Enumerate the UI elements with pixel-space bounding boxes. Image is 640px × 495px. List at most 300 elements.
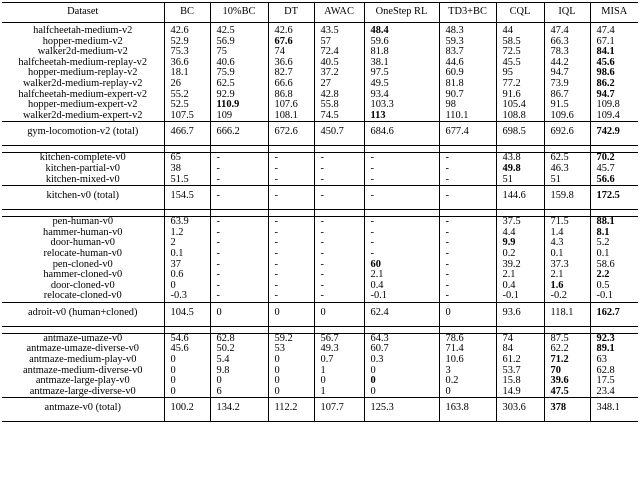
score-cell: - (314, 164, 364, 175)
dataset-name: gym-locomotion-v2 (total) (2, 122, 164, 146)
dataset-name: walker2d-medium-replay-v2 (23, 77, 143, 89)
score-cell: 78.6 (439, 333, 496, 344)
dataset-name: walker2d-medium-expert-v2 (23, 109, 143, 121)
score-cell: 108.1 (268, 111, 314, 122)
score-cell: 62.4 (364, 302, 439, 326)
score-cell: 17.5 (590, 376, 638, 387)
score-cell: 94.7 (544, 68, 590, 79)
score-cell: 86.2 (590, 79, 638, 90)
score-cell: - (364, 164, 439, 175)
score-cell: 45.5 (496, 58, 544, 69)
score-cell: - (314, 228, 364, 239)
score-cell: 0 (268, 302, 314, 326)
score-cell: 0.4 (496, 281, 544, 292)
score-cell: - (439, 175, 496, 186)
score-cell: 58.5 (496, 37, 544, 48)
score-cell: 62.8 (590, 366, 638, 377)
score-cell: 18.1 (164, 68, 210, 79)
score-cell: 26 (164, 79, 210, 90)
score-cell: 109.4 (590, 111, 638, 122)
score-cell: 49.8 (496, 164, 544, 175)
score-cell: 0 (314, 302, 364, 326)
score-cell: 57 (314, 37, 364, 48)
table-row (2, 291, 638, 302)
score-cell: 63 (590, 355, 638, 366)
score-cell: 107.6 (268, 100, 314, 111)
dataset-name: hopper-medium-replay-v2 (28, 67, 138, 79)
group-kitchen (2, 146, 638, 210)
score-cell: - (364, 217, 439, 228)
score-cell: 100.2 (164, 398, 210, 422)
score-cell: 0 (268, 387, 314, 398)
score-cell: 37 (164, 260, 210, 271)
score-cell: 49.3 (314, 344, 364, 355)
header-iql: IQL (544, 3, 590, 23)
score-cell: - (439, 260, 496, 271)
score-cell: 0.2 (496, 249, 544, 260)
score-cell: - (210, 238, 268, 249)
score-cell: 1.6 (544, 281, 590, 292)
score-cell: 110.9 (210, 100, 268, 111)
table-row (2, 23, 638, 37)
score-cell: 72.5 (496, 47, 544, 58)
score-cell: 45.7 (590, 164, 638, 175)
score-cell: 49.5 (364, 79, 439, 90)
dataset-name: hammer-human-v0 (43, 226, 123, 238)
results-table (2, 2, 638, 422)
dataset-name: halfcheetah-medium-replay-v2 (18, 56, 148, 68)
score-cell: 46.3 (544, 164, 590, 175)
group-antmaze (2, 326, 638, 422)
score-cell: 109.8 (590, 100, 638, 111)
score-cell: 97.5 (364, 68, 439, 79)
score-cell: 71.4 (439, 344, 496, 355)
score-cell: 67.6 (268, 37, 314, 48)
score-cell: 63.9 (164, 217, 210, 228)
score-cell: 51 (496, 175, 544, 186)
score-cell: 0.1 (590, 249, 638, 260)
score-cell: 78.3 (544, 47, 590, 58)
score-cell: 43.5 (314, 23, 364, 37)
score-cell: 0 (268, 376, 314, 387)
score-cell: 134.2 (210, 398, 268, 422)
score-cell: - (364, 153, 439, 164)
score-cell: - (439, 228, 496, 239)
score-cell: 81.8 (364, 47, 439, 58)
score-cell: - (210, 291, 268, 302)
score-cell: 36.6 (164, 58, 210, 69)
score-cell: 9.9 (496, 238, 544, 249)
score-cell: - (314, 217, 364, 228)
score-cell: 154.5 (164, 186, 210, 210)
score-cell: - (210, 153, 268, 164)
score-cell: 0.2 (439, 376, 496, 387)
score-cell: 81.8 (439, 79, 496, 90)
score-cell: - (314, 260, 364, 271)
score-cell: 40.6 (210, 58, 268, 69)
score-cell: 94.7 (590, 90, 638, 101)
score-cell: - (268, 217, 314, 228)
score-cell: 98.6 (590, 68, 638, 79)
score-cell: 56.9 (210, 37, 268, 48)
score-cell: - (364, 238, 439, 249)
score-cell: 53.7 (496, 366, 544, 377)
score-cell: - (314, 249, 364, 260)
score-cell: - (314, 281, 364, 292)
score-cell: - (210, 175, 268, 186)
score-cell: 1.4 (544, 228, 590, 239)
score-cell: - (268, 228, 314, 239)
score-cell: - (439, 164, 496, 175)
score-cell: 53 (268, 344, 314, 355)
score-cell: 75 (210, 47, 268, 58)
score-cell: 677.4 (439, 122, 496, 146)
dataset-name: kitchen-v0 (total) (2, 186, 164, 210)
total-row (2, 398, 638, 422)
header-onestep-rl: OneStep RL (364, 3, 439, 23)
group-gym-locomotion (2, 23, 638, 146)
score-cell: - (210, 270, 268, 281)
score-cell: - (314, 238, 364, 249)
score-cell: 61.2 (496, 355, 544, 366)
dataset-name: hammer-cloned-v0 (43, 269, 123, 281)
score-cell: 37.2 (314, 68, 364, 79)
score-cell: 0.1 (544, 249, 590, 260)
score-cell: 348.1 (590, 398, 638, 422)
score-cell: 75.9 (210, 68, 268, 79)
score-cell: 48.3 (439, 23, 496, 37)
score-cell: - (439, 186, 496, 210)
score-cell: 0.5 (590, 281, 638, 292)
score-cell: 60 (364, 260, 439, 271)
header-10pct-bc: 10%BC (210, 3, 268, 23)
score-cell: 43.8 (496, 153, 544, 164)
dataset-name: walker2d-medium-v2 (37, 46, 128, 58)
score-cell: 0 (164, 281, 210, 292)
score-cell: 110.1 (439, 111, 496, 122)
score-cell: 8.1 (590, 228, 638, 239)
score-cell: - (210, 217, 268, 228)
score-cell: 60.9 (439, 68, 496, 79)
dataset-name: antmaze-v0 (total) (2, 398, 164, 422)
score-cell: - (439, 291, 496, 302)
score-cell: 0 (210, 302, 268, 326)
score-cell: 113 (364, 111, 439, 122)
score-cell: 74 (496, 333, 544, 344)
score-cell: -0.3 (164, 291, 210, 302)
score-cell: 27 (314, 79, 364, 90)
score-cell: 0.1 (164, 249, 210, 260)
score-cell: 84.1 (590, 47, 638, 58)
total-row (2, 302, 638, 326)
score-cell: 162.7 (590, 302, 638, 326)
table-header (2, 3, 638, 23)
score-cell: 55.2 (164, 90, 210, 101)
score-cell: - (210, 249, 268, 260)
score-cell: 107.5 (164, 111, 210, 122)
score-cell: - (439, 249, 496, 260)
table-row (2, 79, 638, 90)
header-awac: AWAC (314, 3, 364, 23)
score-cell: 172.5 (590, 186, 638, 210)
dataset-name: door-cloned-v0 (50, 279, 115, 291)
score-cell: 450.7 (314, 122, 364, 146)
score-cell: 112.2 (268, 398, 314, 422)
score-cell: 67.1 (590, 37, 638, 48)
score-cell: 95 (496, 68, 544, 79)
score-cell: 86.8 (268, 90, 314, 101)
dataset-name: antmaze-large-diverse-v0 (29, 385, 136, 397)
score-cell: 62.5 (544, 153, 590, 164)
score-cell: 64.3 (364, 333, 439, 344)
score-cell: 42.6 (268, 23, 314, 37)
score-cell: - (210, 186, 268, 210)
score-cell: 672.6 (268, 122, 314, 146)
score-cell: 5.2 (590, 238, 638, 249)
score-cell: 0 (164, 366, 210, 377)
score-cell: 83.7 (439, 47, 496, 58)
score-cell: 378 (544, 398, 590, 422)
score-cell: 42.8 (314, 90, 364, 101)
dataset-name: pen-human-v0 (52, 216, 114, 228)
score-cell: - (439, 281, 496, 292)
score-cell: 45.6 (164, 344, 210, 355)
score-cell: 15.8 (496, 376, 544, 387)
score-cell: - (439, 238, 496, 249)
score-cell: - (364, 175, 439, 186)
score-cell: 45.6 (590, 58, 638, 69)
header-row (2, 3, 638, 23)
score-cell: - (268, 164, 314, 175)
group-adroit (2, 210, 638, 327)
score-cell: 666.2 (210, 122, 268, 146)
dataset-name: door-human-v0 (50, 237, 115, 249)
score-cell: 47.4 (590, 23, 638, 37)
score-cell: 108.8 (496, 111, 544, 122)
score-cell: 9.8 (210, 366, 268, 377)
score-cell: - (268, 153, 314, 164)
score-cell: 87.5 (544, 333, 590, 344)
dataset-name: pen-cloned-v0 (52, 258, 113, 270)
score-cell: 0.7 (314, 355, 364, 366)
score-cell: 48.4 (364, 23, 439, 37)
total-row (2, 186, 638, 210)
dataset-name: antmaze-large-play-v0 (35, 375, 130, 387)
score-cell: 66.3 (544, 37, 590, 48)
score-cell: 75.3 (164, 47, 210, 58)
score-cell: - (268, 270, 314, 281)
score-cell: 56.6 (590, 175, 638, 186)
score-cell: 6 (210, 387, 268, 398)
score-cell: 59.6 (364, 37, 439, 48)
score-cell: 0 (364, 366, 439, 377)
dataset-name: antmaze-medium-diverse-v0 (23, 364, 143, 376)
score-cell: - (268, 249, 314, 260)
score-cell: 23.4 (590, 387, 638, 398)
table-row (2, 387, 638, 398)
score-cell: 10.6 (439, 355, 496, 366)
score-cell: 39.6 (544, 376, 590, 387)
score-cell: - (314, 153, 364, 164)
score-cell: 5.4 (210, 355, 268, 366)
score-cell: 44 (496, 23, 544, 37)
score-cell: 4.3 (544, 238, 590, 249)
score-cell: - (314, 291, 364, 302)
score-cell: 93.4 (364, 90, 439, 101)
score-cell: - (210, 260, 268, 271)
score-cell: 698.5 (496, 122, 544, 146)
score-cell: 88.1 (590, 217, 638, 228)
score-cell: 66.6 (268, 79, 314, 90)
score-cell: 39.2 (496, 260, 544, 271)
score-cell: 51.5 (164, 175, 210, 186)
score-cell: 109 (210, 111, 268, 122)
score-cell: - (268, 260, 314, 271)
score-cell: - (268, 186, 314, 210)
score-cell: 50.2 (210, 344, 268, 355)
dataset-name: kitchen-mixed-v0 (45, 173, 120, 185)
score-cell: 92.3 (590, 333, 638, 344)
table-row (2, 111, 638, 122)
score-cell: 3 (439, 366, 496, 377)
dataset-name: antmaze-medium-play-v0 (29, 354, 137, 366)
score-cell: 0 (164, 355, 210, 366)
score-cell: 2.1 (496, 270, 544, 281)
header-dataset: Dataset (2, 3, 164, 23)
score-cell: 56.7 (314, 333, 364, 344)
score-cell: 109.6 (544, 111, 590, 122)
score-cell: 77.2 (496, 79, 544, 90)
header-td3-bc: TD3+BC (439, 3, 496, 23)
score-cell: 71.5 (544, 217, 590, 228)
score-cell: 37.5 (496, 217, 544, 228)
score-cell: 0 (439, 302, 496, 326)
score-cell: 2.2 (590, 270, 638, 281)
score-cell: 2.1 (364, 270, 439, 281)
score-cell: 0 (164, 387, 210, 398)
header-misa: MISA (590, 3, 638, 23)
score-cell: 0 (314, 376, 364, 387)
score-cell: -0.1 (364, 291, 439, 302)
score-cell: 72.4 (314, 47, 364, 58)
score-cell: 47.5 (544, 387, 590, 398)
header-bc: BC (164, 3, 210, 23)
score-cell: 62.2 (544, 344, 590, 355)
score-cell: 144.6 (496, 186, 544, 210)
score-cell: 59.3 (439, 37, 496, 48)
score-cell: 86.7 (544, 90, 590, 101)
score-cell: 159.8 (544, 186, 590, 210)
score-cell: -0.2 (544, 291, 590, 302)
score-cell: 0.3 (364, 355, 439, 366)
score-cell: 0 (268, 355, 314, 366)
score-cell: - (268, 291, 314, 302)
score-cell: 62.5 (210, 79, 268, 90)
score-cell: 0.6 (164, 270, 210, 281)
score-cell: 73.9 (544, 79, 590, 90)
dataset-name: halfcheetah-medium-v2 (33, 25, 133, 36)
score-cell: 4.4 (496, 228, 544, 239)
score-cell: - (314, 186, 364, 210)
score-cell: 51 (544, 175, 590, 186)
score-cell: 0 (164, 376, 210, 387)
score-cell: 107.7 (314, 398, 364, 422)
score-cell: 59.2 (268, 333, 314, 344)
score-cell: 103.3 (364, 100, 439, 111)
score-cell: 52.5 (164, 100, 210, 111)
dataset-name: kitchen-partial-v0 (45, 162, 120, 174)
score-cell: 65 (164, 153, 210, 164)
score-cell: 2 (164, 238, 210, 249)
score-cell: -0.1 (496, 291, 544, 302)
score-cell: 91.6 (496, 90, 544, 101)
score-cell: 1 (314, 366, 364, 377)
score-cell: 125.3 (364, 398, 439, 422)
score-cell: - (268, 281, 314, 292)
score-cell: 37.3 (544, 260, 590, 271)
score-cell: 62.8 (210, 333, 268, 344)
score-cell: 54.6 (164, 333, 210, 344)
dataset-name: halfcheetah-medium-expert-v2 (18, 88, 148, 100)
score-cell: - (314, 270, 364, 281)
score-cell: - (439, 217, 496, 228)
score-cell: 70 (544, 366, 590, 377)
score-cell: 42.6 (164, 23, 210, 37)
header-dt: DT (268, 3, 314, 23)
score-cell: 105.4 (496, 100, 544, 111)
score-cell: 52.9 (164, 37, 210, 48)
score-cell: 92.9 (210, 90, 268, 101)
score-cell: 71.2 (544, 355, 590, 366)
score-cell: 58.6 (590, 260, 638, 271)
dataset-name: hopper-medium-expert-v2 (28, 99, 138, 111)
score-cell: 0 (364, 376, 439, 387)
dataset-name: relocate-cloned-v0 (43, 290, 122, 302)
score-cell: 0 (364, 387, 439, 398)
score-cell: 44.2 (544, 58, 590, 69)
dataset-name: adroit-v0 (human+cloned) (2, 302, 164, 326)
score-cell: 47.4 (544, 23, 590, 37)
score-cell: 2.1 (544, 270, 590, 281)
score-cell: 303.6 (496, 398, 544, 422)
score-cell: 742.9 (590, 122, 638, 146)
dataset-name: kitchen-complete-v0 (39, 152, 126, 164)
score-cell: 684.6 (364, 122, 439, 146)
score-cell: 104.5 (164, 302, 210, 326)
score-cell: 14.9 (496, 387, 544, 398)
score-cell: 98 (439, 100, 496, 111)
score-cell: 466.7 (164, 122, 210, 146)
score-cell: - (210, 164, 268, 175)
score-cell: 74.5 (314, 111, 364, 122)
score-cell: 89.1 (590, 344, 638, 355)
score-cell: 36.6 (268, 58, 314, 69)
score-cell: 38.1 (364, 58, 439, 69)
total-row (2, 122, 638, 146)
score-cell: 74 (268, 47, 314, 58)
score-cell: - (210, 228, 268, 239)
score-cell: - (210, 281, 268, 292)
score-cell: 0 (268, 366, 314, 377)
score-cell: 1.2 (164, 228, 210, 239)
dataset-name: antmaze-umaze-diverse-v0 (26, 343, 139, 355)
score-cell: - (268, 175, 314, 186)
score-cell: - (268, 238, 314, 249)
score-cell: - (364, 228, 439, 239)
score-cell: 93.6 (496, 302, 544, 326)
dataset-name: relocate-human-v0 (43, 247, 122, 259)
score-cell: 90.7 (439, 90, 496, 101)
